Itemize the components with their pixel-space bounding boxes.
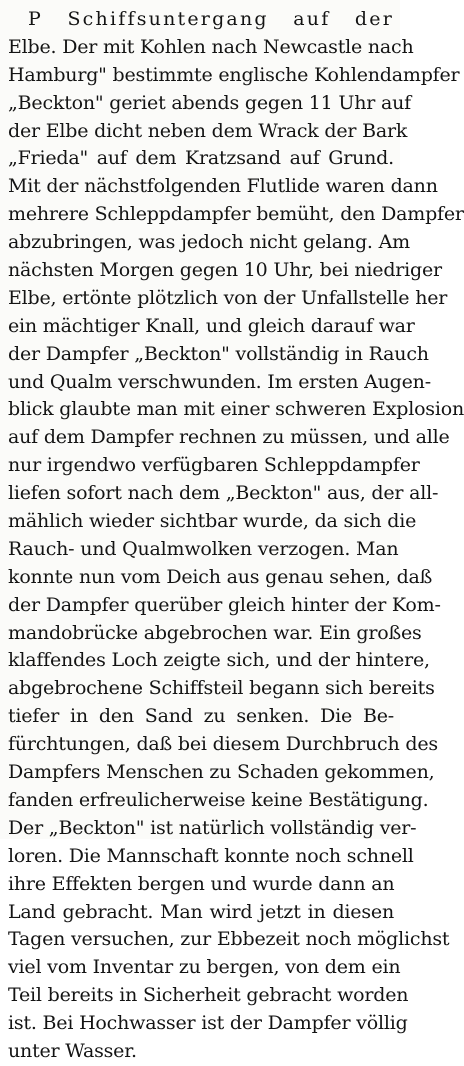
article-line: konnte nun vom Deich aus genau sehen, daß [8,565,433,588]
article-line: fürchtungen, daß bei diesem Durchbruch des [8,733,438,756]
article-line: der Dampfer querüber gleich hinter der Kom- [8,593,441,616]
article-line: nächsten Morgen gegen 10 Uhr, bei niedriger [8,259,442,282]
article-line: auf dem Dampfer rechnen zu müssen, und alle [8,426,450,449]
article-line: der Elbe dicht neben dem Wrack der Bark [8,119,408,142]
article-line: Rauch- und Qualmwolken verzogen. Man [8,537,399,560]
article-line: Land gebracht. Man wird jetzt in diesen [8,900,394,923]
article-line: blick glaubte man mit einer schweren Explosion [8,398,464,421]
article-line: Teil bereits in Sicherheit gebracht worden [8,984,409,1007]
article-headline-line: P Schiffsuntergang auf der [28,8,394,30]
article-line: Der „Beckton" ist natürlich vollständig ver- [8,816,417,839]
article-line: Elbe, ertönte plötzlich von der Unfallstelle her [8,286,448,309]
article-line: Hamburg" bestimmte englische Kohlendampfer [8,63,460,86]
article-line: abgebrochene Schiffsteil begann sich bereits [8,677,435,700]
article-line: tiefer in den Sand zu senken. Die Be- [8,705,394,728]
article-line: unter Wasser. [8,1039,137,1062]
article-line: klaffendes Loch zeigte sich, und der hintere, [8,649,430,672]
article-line: ihre Effekten bergen und wurde dann an [8,872,395,895]
article-line: und Qualm verschwunden. Im ersten Augen- [8,370,431,393]
article-line: mählich wieder sichtbar wurde, da sich die [8,510,417,533]
article-text [8,6,464,1066]
article-line: Mit der nächstfolgenden Flutlide waren dann [8,175,438,198]
article-line: nur irgendwo verfügbaren Schleppdampfer [8,454,420,477]
article-line: „Beckton" geriet abends gegen 11 Uhr auf [8,91,411,114]
article-line: loren. Die Mannschaft konnte noch schnell [8,844,414,867]
article-line: viel vom Inventar zu bergen, von dem ein [8,956,401,979]
article-line: abzubringen, was jedoch nicht gelang. Am [8,231,410,254]
article-line: ist. Bei Hochwasser ist der Dampfer völlig [8,1012,408,1035]
article-line: Elbe. Der mit Kohlen nach Newcastle nach [8,35,414,58]
article-line: ein mächtiger Knall, und gleich darauf war [8,314,415,337]
article-line: „Frieda" auf dem Kratzsand auf Grund. [8,147,394,170]
article-line: mehrere Schleppdampfer bemüht, den Dampfer [8,203,464,226]
article-line: mandobrücke abgebrochen war. Ein großes [8,621,422,644]
article-line: Tagen versuchen, zur Ebbezeit noch möglichst [8,928,450,951]
article-line: der Dampfer „Beckton" vollständig in Rauch [8,342,429,365]
article-line: Dampfers Menschen zu Schaden gekommen, [8,761,435,784]
article-line: liefen sofort nach dem „Beckton" aus, der all- [8,482,439,505]
article-line: fanden erfreulicherweise keine Bestätigung. [8,788,429,811]
